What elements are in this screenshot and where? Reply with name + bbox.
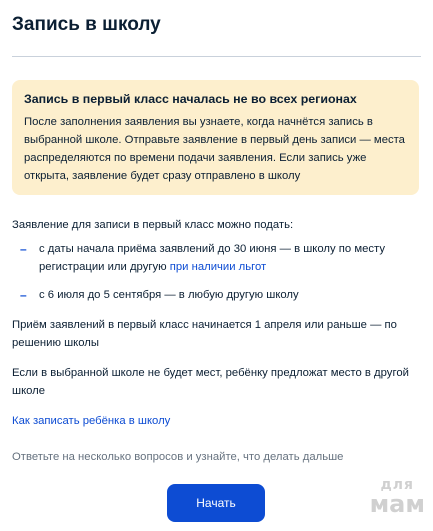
- header-divider: [12, 56, 421, 57]
- list-item: [20, 240, 417, 276]
- bullet-text-1: с даты начала приёма заявлений до 30 июня — в школу по месту регистрации или другую: [39, 243, 385, 273]
- watermark-bottom: мам: [369, 490, 425, 518]
- watermark-logo: [370, 478, 425, 516]
- application-start-text: Приём заявлений в первый класс начинается 1 апреля или раньше — по решению школы: [12, 319, 397, 349]
- notice-text: После заполнения заявления вы узнаете, когда начнётся запись в выбранной школе. Отправьте заявление в первый день записи — места распределяются по времени подачи заявления. Если запись уже открыта, заявление будет сразу отправлено в школу: [24, 116, 405, 182]
- page-title: Запись в школу: [12, 14, 161, 35]
- watermark-top: для: [380, 477, 415, 493]
- notice-banner: [12, 80, 419, 195]
- list-item-text: [39, 240, 417, 276]
- benefits-link[interactable]: при наличии льгот: [169, 261, 267, 273]
- dash-icon: –: [20, 288, 27, 302]
- dash-icon: –: [20, 242, 27, 256]
- how-to-enroll-link[interactable]: Как записать ребёнка в школу: [12, 415, 171, 427]
- questions-hint: Ответьте на несколько вопросов и узнайте, что делать дальше: [12, 451, 344, 463]
- notice-title: Запись в первый класс началась не во всех регионах: [24, 92, 357, 106]
- no-places-text: Если в выбранной школе не будет мест, ребёнку предложат место в другой школе: [12, 367, 409, 397]
- list-item: [20, 286, 417, 304]
- start-button[interactable]: Начать: [167, 484, 265, 522]
- bullet-text-2: с 6 июля до 5 сентября — в любую другую школу: [39, 289, 299, 301]
- intro-text: Заявление для записи в первый класс можно подать:: [12, 219, 294, 231]
